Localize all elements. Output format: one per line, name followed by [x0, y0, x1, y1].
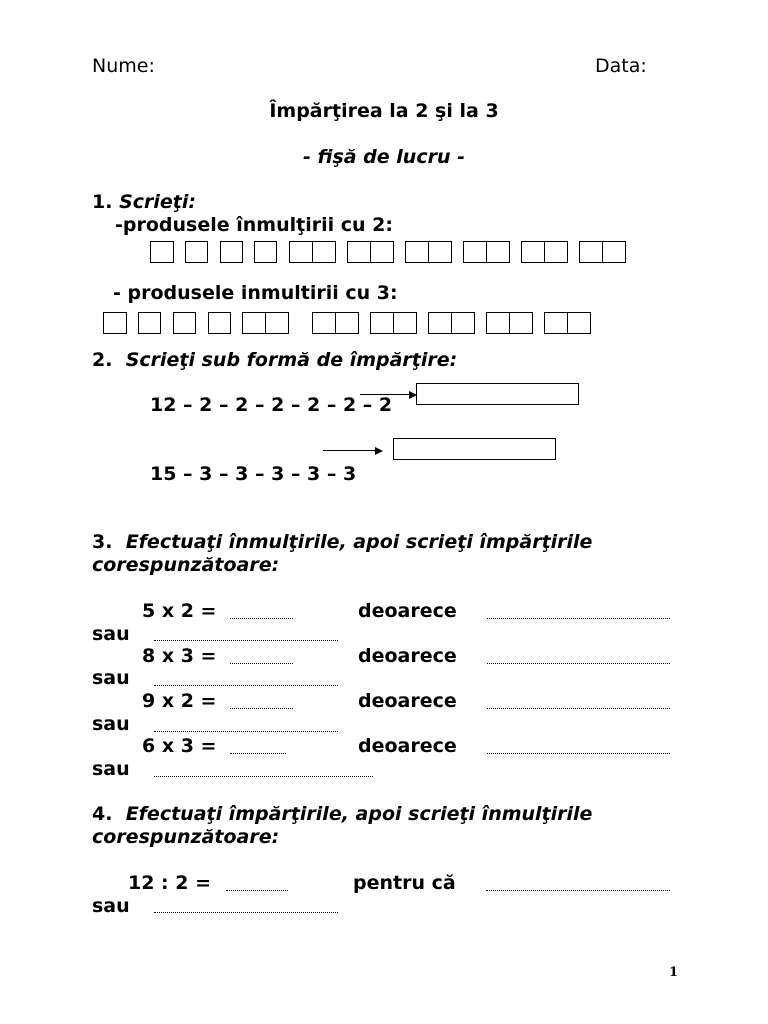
ex1-line2: - produsele inmultirii cu 3:: [113, 282, 398, 304]
answer-line[interactable]: [230, 753, 286, 754]
ex2-title: Scrieţi sub formă de împărţire:: [125, 349, 458, 371]
answer-box[interactable]: [208, 312, 231, 334]
answer-box[interactable]: [335, 312, 359, 334]
answer-box[interactable]: [265, 312, 289, 334]
name-label: Nume:: [92, 55, 155, 77]
answer-box[interactable]: [242, 312, 266, 334]
page-title: Împărţirea la 2 şi la 3: [269, 100, 499, 122]
answer-box[interactable]: [254, 241, 277, 263]
sau-label: sau: [92, 623, 130, 645]
answer-box[interactable]: [428, 312, 452, 334]
answer-box[interactable]: [509, 312, 533, 334]
ex4-number: 4.: [92, 803, 113, 825]
ex2-answer-box-1[interactable]: [416, 383, 579, 405]
answer-box[interactable]: [451, 312, 475, 334]
answer-box[interactable]: [521, 241, 545, 263]
answer-line[interactable]: [230, 663, 293, 664]
answer-line[interactable]: [154, 912, 338, 913]
answer-box[interactable]: [289, 241, 313, 263]
ex1-heading: [92, 193, 196, 212]
answer-box[interactable]: [486, 312, 510, 334]
page-number: 1: [669, 965, 679, 980]
answer-box[interactable]: [312, 241, 336, 263]
answer-box[interactable]: [138, 312, 161, 334]
ex2-expression-1: 12 – 2 – 2 – 2 – 2 – 2 – 2: [150, 394, 393, 416]
arrow-right-icon: [323, 450, 381, 451]
answer-line[interactable]: [154, 731, 338, 732]
ex1-line1: -produsele înmulţirii cu 2:: [115, 214, 393, 236]
sau-label: sau: [92, 667, 130, 689]
ex2-number: 2.: [92, 349, 113, 371]
answer-line[interactable]: [154, 640, 338, 641]
answer-box[interactable]: [150, 241, 174, 263]
ex3-number: 3.: [92, 531, 113, 553]
answer-box[interactable]: [370, 312, 394, 334]
answer-box[interactable]: [103, 312, 127, 334]
answer-box[interactable]: [544, 241, 568, 263]
answer-line[interactable]: [487, 708, 670, 709]
ex1-title: Scrieţi:: [119, 191, 196, 213]
ex3-heading: [92, 533, 592, 552]
deoarece-label: deoarece: [358, 735, 457, 757]
ex2-heading: [92, 351, 457, 370]
answer-box[interactable]: [544, 312, 568, 334]
ex4-expression: 12 : 2 =: [128, 872, 212, 894]
answer-line[interactable]: [154, 685, 338, 686]
answer-box[interactable]: [567, 312, 591, 334]
ex3-expression: 6 x 3 =: [142, 735, 217, 757]
answer-box[interactable]: [405, 241, 429, 263]
ex4-heading: [92, 805, 592, 824]
deoarece-label: deoarece: [358, 600, 457, 622]
answer-box[interactable]: [486, 241, 510, 263]
page-subtitle: - fişă de lucru -: [302, 146, 465, 168]
answer-box[interactable]: [428, 241, 452, 263]
answer-line[interactable]: [154, 776, 373, 777]
answer-box[interactable]: [463, 241, 487, 263]
answer-line[interactable]: [226, 890, 288, 891]
ex3-title-line2: corespunzătoare:: [92, 554, 280, 576]
deoarece-label: deoarece: [358, 645, 457, 667]
ex3-expression: 8 x 3 =: [142, 645, 217, 667]
answer-box[interactable]: [347, 241, 371, 263]
ex1-number: 1.: [92, 191, 113, 213]
answer-line[interactable]: [487, 663, 670, 664]
ex4-title-line1: Efectuaţi împărţirile, apoi scrieţi înmulţirile: [125, 803, 593, 825]
ex4-title-line2: corespunzătoare:: [92, 826, 280, 848]
answer-box[interactable]: [173, 312, 196, 334]
date-label: Data:: [595, 55, 647, 77]
answer-line[interactable]: [486, 890, 670, 891]
ex3-title-line1: Efectuaţi înmulţirile, apoi scrieţi împărţirile: [125, 531, 593, 553]
sau-label: sau: [92, 713, 130, 735]
answer-line[interactable]: [230, 708, 293, 709]
ex3-expression: 5 x 2 =: [142, 600, 217, 622]
answer-line[interactable]: [230, 618, 293, 619]
ex2-expression-2: 15 – 3 – 3 – 3 – 3 – 3: [150, 463, 357, 485]
ex3-expression: 9 x 2 =: [142, 690, 217, 712]
answer-box[interactable]: [370, 241, 394, 263]
ex2-answer-box-2[interactable]: [393, 438, 556, 460]
deoarece-label: deoarece: [358, 690, 457, 712]
answer-box[interactable]: [312, 312, 336, 334]
answer-box[interactable]: [185, 241, 208, 263]
arrow-right-icon: [360, 394, 415, 395]
answer-box[interactable]: [602, 241, 626, 263]
answer-box[interactable]: [393, 312, 417, 334]
answer-line[interactable]: [487, 618, 670, 619]
sau-label: sau: [92, 758, 130, 780]
answer-line[interactable]: [487, 753, 670, 754]
answer-box[interactable]: [579, 241, 603, 263]
answer-box[interactable]: [220, 241, 243, 263]
pentru-ca-label: pentru că: [353, 872, 456, 894]
sau-label: sau: [92, 895, 130, 917]
